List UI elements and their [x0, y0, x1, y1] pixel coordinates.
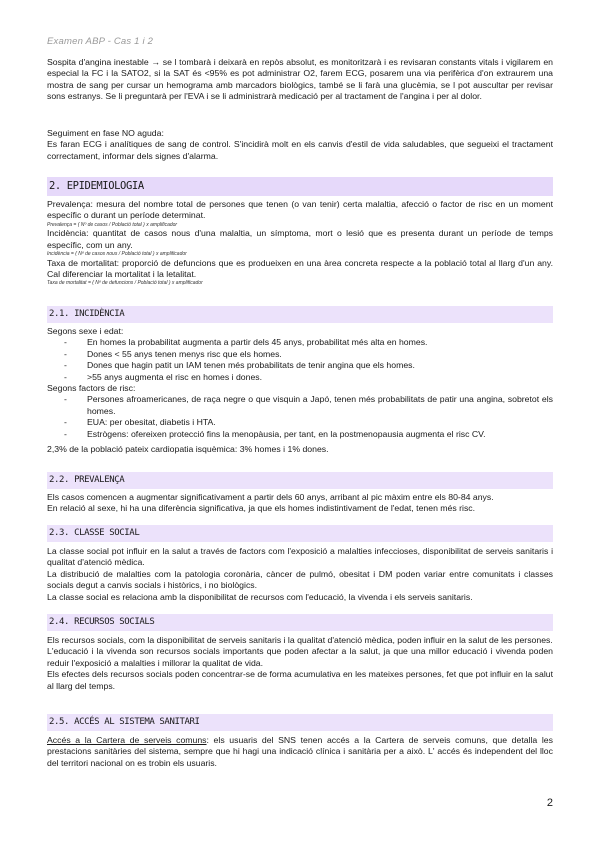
health-access-content [47, 735, 553, 769]
list-item: - Dones que hagin patit un IAM tenen més probabilitats de tenir angina que els homes. [47, 360, 553, 371]
risk-factors-list [47, 394, 553, 440]
page-number: 2 [546, 797, 553, 809]
prevalence-line-1: Els casos comencen a augmentar significativament a partir dels 60 anys, arribant al pic màxim entre els 80-84 anys. [47, 492, 494, 502]
risk-factors-title: Segons factors de risc: [47, 383, 136, 394]
epidemiology-definitions [47, 199, 553, 287]
social-class-content [47, 546, 553, 603]
subsection-heading-prevalenca: 2.2. PREVALENÇA [47, 472, 553, 489]
mortality-formula: Taxa de mortalitat = ( Nº de defuncions / Població total ) x amplificador [47, 280, 203, 287]
prevalence-line-2: En relació al sexe, hi ha una diferència significativa, ja que els homes indistintivament de l'edat, tenen més risc. [47, 503, 476, 514]
followup-block [47, 128, 553, 162]
intro-paragraph [47, 57, 553, 103]
health-access-body: : els usuaris del SNS tenen accés a la Cartera de serveis comuns, que detalla les prestacions sanitàries del sistema, sempre que hi hagi una indicació clínica i sanitària per a això. L' accés és independent del lloc del territori nacional on es trobin els usuaris. [47, 735, 553, 768]
health-access-lead: Accés a la Cartera de serveis comuns [47, 735, 207, 745]
prevalence-definition: Prevalença: mesura del nombre total de persones que tenen (o van tenir) certa malaltia, afecció o factor de risc en un moment específic o durant un període determinat. [47, 199, 553, 221]
list-item: - EUA: per obesitat, diabetis i HTA. [47, 417, 553, 428]
health-access-text [47, 735, 553, 769]
list-item: - Estrògens: ofereixen protecció fins la menopàusia, per tant, en la postmenopausia augmenta el risc CV. [47, 429, 553, 440]
subsection-heading-acces-sistema-sanitari: 2.5. ACCÉS AL SISTEMA SANITARI [47, 714, 553, 731]
subsection-heading-recursos-socials: 2.4. RECURSOS SOCIALS [47, 614, 553, 631]
social-class-p2: La distribució de malalties com la patologia coronària, càncer de pulmó, obesitat i DM poden variar entre comunitats i classes socials degut a canvis socials i històrics, i no biològics. [47, 568, 553, 591]
social-resources-content [47, 635, 553, 692]
intro-text: Sospita d'angina inestable → se l tombarà i deixarà en repòs absolut, es monitoritzarà i es revisaran constants vitals i vigilarem en especial la FC i la SATO2, si la SAT és <95% es pot administrar O2, farem ECG, posarem una via perifèrica d'on extraurem una mostra de sang per cursar un hemograma amb marcadors biològics, també se li farà una glucèmia, se l pot auscultar per revisar sons estranys. Se li preguntarà per l'EVA i se li administrarà medicació per al tractament de l'angina i per al dolor. [47, 57, 553, 102]
incidence-summary: 2,3% de la població pateix cardiopatia isquèmica: 3% homes i 1% dones. [47, 444, 329, 455]
incidence-content [47, 326, 553, 455]
incidence-formula: Incidència = ( Nº de casos nous / Població total ) x amplificador [47, 251, 187, 258]
subsection-heading-incidencia: 2.1. INCIDÈNCIA [47, 306, 553, 323]
sex-age-title: Segons sexe i edat: [47, 326, 124, 336]
sex-age-list [47, 337, 553, 383]
mortality-definition: Taxa de mortalitat: proporció de defuncions que es produeixen en una àrea concreta respecte a la població total al llarg d'un any. Cal diferenciar la mortalitat i la letalitat. [47, 257, 553, 280]
social-class-p1: La classe social pot influir en la salut a través de factors com l'exposició a malalties infeccioses, disponibilitat de serveis sanitaris i qualitat d'atenció mèdica. [47, 546, 553, 568]
incidence-definition: Incidència: quantitat de casos nous d'una malaltia, un símptoma, mort o lesió que es presenta durant un període de temps específic, com un any. [47, 228, 553, 250]
subsection-heading-classe-social: 2.3. CLASSE SOCIAL [47, 525, 553, 542]
followup-text: Es faran ECG i analítiques de sang de control. S'incidirà molt en els canvis d'estil de vida saludables, que segueixi el tractament correctament, informar dels signes d'alarma. [47, 139, 553, 161]
prevalence-formula: Prevalença = ( Nº de casos / Població total ) x amplificador [47, 221, 178, 228]
social-resources-p3: Els efectes dels recursos socials poden concentrar-se de forma acumulativa en les mateixes persones, fet que pot influir en la salut al llarg del temps. [47, 669, 553, 691]
list-item: - Persones afroamericanes, de raça negre o que visquin a Japó, tenen més probabilitats de patir una angina, sobretot els homes. [47, 394, 553, 417]
running-header: Examen ABP - Cas 1 i 2 [47, 36, 154, 47]
social-class-p3: La classe social es relaciona amb la disponibilitat de recursos com l'educació, la vivenda i els serveis sanitaris. [47, 591, 473, 602]
prevalence-content [47, 492, 553, 515]
list-item: - Dones < 55 anys tenen menys risc que els homes. [47, 349, 553, 360]
section-heading-epidemiologia: 2. EPIDEMIOLOGIA [47, 177, 553, 196]
list-item: - >55 anys augmenta el risc en homes i dones. [47, 372, 553, 383]
social-resources-p2: L'educació i la vivenda son recursos socials importants que poden afectar a la salut, ja que una millor educació i vivenda poden reduir l'exposició a malalties i millorar la qualitat de vida. [47, 646, 553, 668]
list-item: - En homes la probabilitat augmenta a partir dels 45 anys, probabilitat més alta en homes. [47, 337, 553, 348]
social-resources-p1: Els recursos socials, com la disponibilitat de serveis sanitaris i la qualitat d'atenció mèdica, poden influir en la salut de les persones. [47, 635, 553, 645]
followup-title: Seguiment en fase NO aguda: [47, 128, 164, 138]
